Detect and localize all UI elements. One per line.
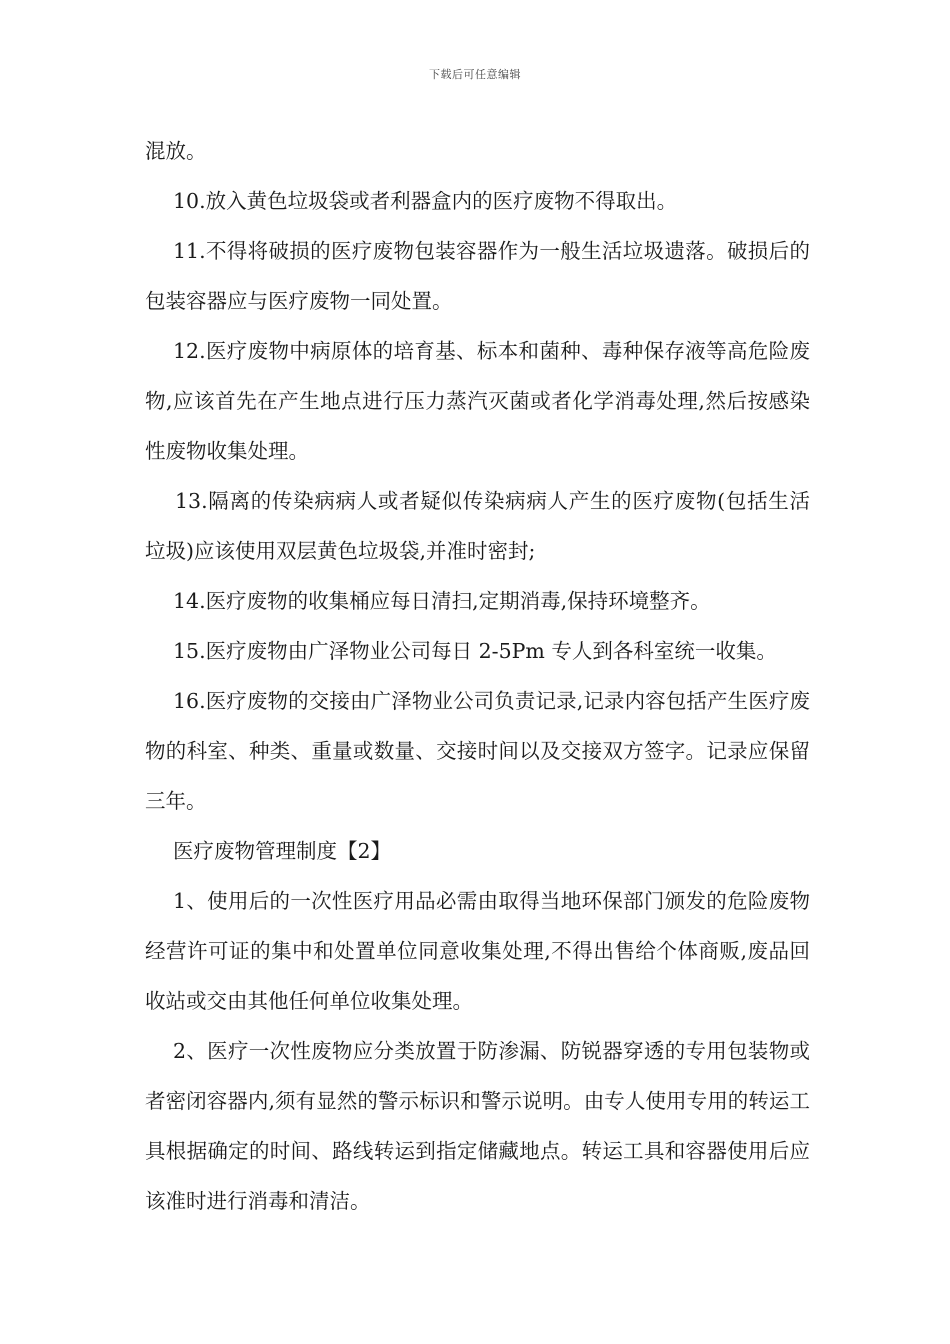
paragraph-item-15: 15.医疗废物由广泽物业公司每日 2-5Pm 专人到各科室统一收集。 [173, 639, 777, 663]
paragraph-rule-2: 2、医疗一次性废物应分类放置于防渗漏、防锐器穿透的专用包装物或者密闭容器内,须有显然的警示标识和警示说明。由专人使用专用的转运工具根据确定的时间、路线转运到指定储藏地点。转运工具和容器使用后应该准时进行消毒和清洁。 [145, 1039, 810, 1213]
paragraph-item-10: 10.放入黄色垃圾袋或者利器盒内的医疗废物不得取出。 [173, 189, 678, 213]
paragraph-item-13: 13.隔离的传染病病人或者疑似传染病病人产生的医疗废物(包括生活垃圾)应该使用双层黄色垃圾袋,并准时密封; [145, 489, 810, 563]
section-heading: 医疗废物管理制度【2】 [173, 839, 392, 863]
paragraph-item-11: 11.不得将破损的医疗废物包装容器作为一般生活垃圾遗落。破损后的包装容器应与医疗废物一同处置。 [145, 239, 810, 313]
paragraph-continuation: 混放。 [145, 139, 207, 163]
paragraph-item-12: 12.医疗废物中病原体的培育基、标本和菌种、毒种保存液等高危险废物,应该首先在产生地点进行压力蒸汽灭菌或者化学消毒处理,然后按感染性废物收集处理。 [145, 339, 810, 463]
document-body [145, 126, 810, 1226]
page-header: 下载后可任意编辑 [429, 68, 521, 81]
paragraph-item-14: 14.医疗废物的收集桶应每日清扫,定期消毒,保持环境整齐。 [173, 589, 711, 613]
paragraph-rule-1: 1、使用后的一次性医疗用品必需由取得当地环保部门颁发的危险废物经营许可证的集中和处置单位同意收集处理,不得出售给个体商贩,废品回收站或交由其他任何单位收集处理。 [145, 889, 810, 1013]
paragraph-item-16: 16.医疗废物的交接由广泽物业公司负责记录,记录内容包括产生医疗废物的科室、种类、重量或数量、交接时间以及交接双方签字。记录应保留三年。 [145, 689, 810, 813]
